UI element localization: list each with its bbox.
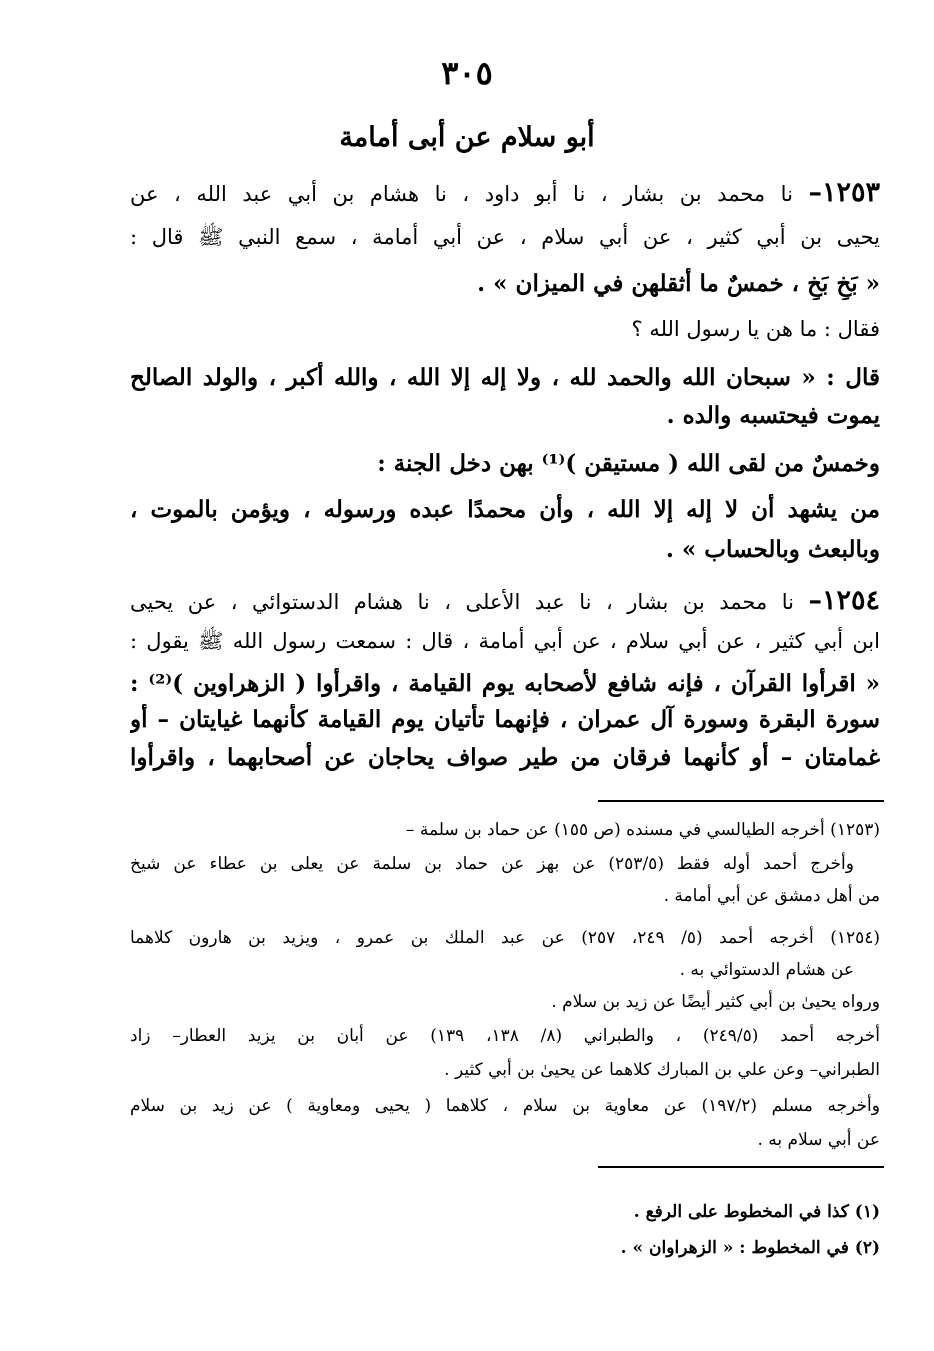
note-line-1: (١٢٥٣) أخرجه الطيالسي في مسنده (ص ١٥٥) عن حماد بن سلمة – bbox=[405, 820, 880, 840]
section-title: أبو سلام عن أبى أمامة bbox=[339, 122, 595, 153]
hadith-1254-line-5: غمامتان – أو كأنهما فرقان من طير صواف يحاجان عن أصحابهما ، واقرأوا bbox=[130, 744, 880, 771]
note-line-9: وأخرجه مسلم (١٩٧/٢) عن معاوية بن سلام ، كلاهما ( يحيى ومعاوية ) عن زيد بن سلام bbox=[130, 1096, 880, 1116]
note-line-2: وأخرج أحمد أوله فقط (٢٥٣/٥) عن بهز عن حماد بن سلمة عن يعلى بن عطاء عن شيخ bbox=[130, 854, 854, 874]
footnote-1: (١) كذا في المخطوط على الرفع . bbox=[633, 1202, 880, 1222]
page-number: ٣٠٥ bbox=[441, 54, 493, 92]
note-line-3: من أهل دمشق عن أبي أمامة . bbox=[663, 886, 880, 906]
hadith-1253-line-2: يحيى بن أبي كثير ، عن أبي سلام ، عن أبي أمامة ، سمع النبي ﷺ قال : bbox=[130, 225, 880, 249]
hadith-1253-line-4: فقال : ما هن يا رسول الله ؟ bbox=[631, 317, 880, 341]
footnotes-divider bbox=[598, 1166, 884, 1168]
note-line-8: الطبراني– وعن علي بن المبارك كلاهما عن يحيىٰ بن أبي كثير . bbox=[444, 1060, 880, 1080]
hadith-1254-line-3: « اقرأوا القرآن ، فإنه شافع لأصحابه يوم القيامة ، واقرأوا ( الزهراوين )⁽²⁾ : bbox=[130, 670, 880, 697]
note-line-10: عن أبي سلام به . bbox=[757, 1130, 880, 1150]
hadith-1253-line-5: قال : « سبحان الله والحمد لله ، ولا إله إلا الله ، والله أكبر ، والولد الصالح bbox=[130, 364, 880, 391]
hadith-1253-line-1: ١٢٥٣– نا محمد بن بشار ، نا أبو داود ، نا هشام بن أبي عبد الله ، عن bbox=[130, 178, 880, 208]
hadith-1253-line-3: « بَخٍ بَخٍ ، خمسٌ ما أثقلهن في الميزان » . bbox=[477, 270, 880, 297]
hadith-1254-line-1: ١٢٥٤– نا محمد بن بشار ، نا عبد الأعلى ، نا هشام الدستوائي ، عن يحيى bbox=[130, 586, 880, 616]
hadith-1254-number: ١٢٥٤– bbox=[808, 586, 880, 616]
hadith-1254-line-4: سورة البقرة وسورة آل عمران ، فإنهما تأتيان يوم القيامة كأنهما غيايتان – أو bbox=[130, 706, 880, 733]
hadith-1253-line-6: يموت فيحتسبه والده . bbox=[666, 402, 880, 429]
hadith-1253-number: ١٢٥٣– bbox=[808, 178, 880, 208]
note-line-6: ورواه يحيىٰ بن أبي كثير أيضًا عن زيد بن سلام . bbox=[551, 992, 880, 1012]
hadith-1254-line-2: ابن أبي كثير ، عن أبي سلام ، عن أبي أمامة ، قال : سمعت رسول الله ﷺ يقول : bbox=[130, 629, 880, 653]
hadith-1253-line-9: وبالبعث وبالحساب » . bbox=[665, 536, 880, 563]
notes-divider bbox=[598, 800, 884, 802]
note-line-5: عن هشام الدستوائي به . bbox=[679, 960, 854, 980]
hadith-1253-line-8: من يشهد أن لا إله إلا الله ، وأن محمدًا عبده ورسوله ، ويؤمن بالموت ، bbox=[130, 496, 880, 523]
note-line-7: أخرجه أحمد (٢٤٩/٥) ، والطبراني (٨/ ١٣٨، ١٣٩) عن أبان بن يزيد العطار– زاد bbox=[130, 1026, 880, 1046]
hadith-1253-line-7: وخمسٌ من لقى الله ( مستيقن )⁽¹⁾ بهن دخل الجنة : bbox=[377, 450, 880, 477]
footnote-2: (٢) في المخطوط : « الزهراوان » . bbox=[620, 1238, 880, 1258]
note-line-4: (١٢٥٤) أخرجه أحمد (٥/ ٢٤٩، ٢٥٧) عن عبد الملك بن عمرو ، ويزيد بن هارون كلاهما bbox=[130, 928, 880, 948]
